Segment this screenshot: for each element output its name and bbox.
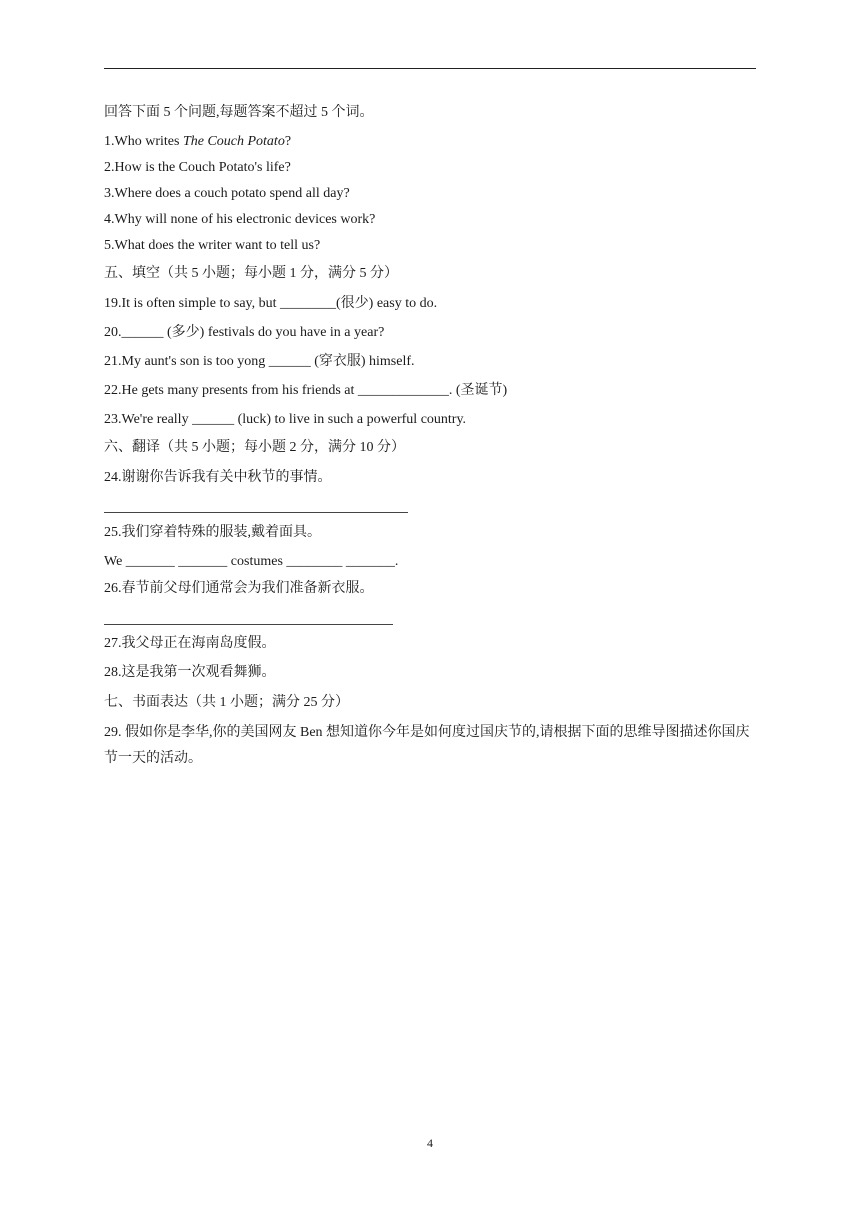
question-4: 4.Why will none of his electronic devices work? — [104, 212, 376, 227]
reading-instructions: 回答下面 5 个问题,每题答案不超过 5 个词。 — [104, 105, 374, 120]
question-5: 5.What does the writer want to tell us? — [104, 238, 321, 253]
question-22: 22.He gets many presents from his friends at _____________. (圣诞节) — [104, 383, 508, 398]
question-2: 2.How is the Couch Potato's life? — [104, 160, 291, 175]
page-number: 4 — [427, 1136, 433, 1150]
question-23: 23.We're really ______ (luck) to live in such a powerful country. — [104, 412, 467, 427]
section-6-heading: 六、翻译（共 5 小题；每小题 2 分，满分 10 分） — [104, 440, 405, 455]
question-20: 20.______ (多少) festivals do you have in a year? — [104, 325, 385, 340]
answer-line-24 — [104, 512, 408, 513]
question-1 — [104, 133, 291, 151]
section-5-heading: 五、填空（共 5 小题；每小题 1 分，满分 5 分） — [104, 266, 398, 281]
question-29: 29. 假如你是李华,你的美国网友 Ben 想知道你今年是如何度过国庆节的,请根据下面的思维导图描述你国庆节一天的活动。 — [104, 725, 750, 766]
header-rule — [104, 68, 756, 69]
question-21: 21.My aunt's son is too yong ______ (穿衣服) himself. — [104, 354, 415, 369]
question-27: 27.我父母正在海南岛度假。 — [104, 636, 276, 651]
question-28: 28.这是我第一次观看舞狮。 — [104, 665, 276, 680]
question-26: 26.春节前父母们通常会为我们准备新衣服。 — [104, 581, 374, 596]
section-7-heading: 七、书面表达（共 1 小题；满分 25 分） — [104, 695, 349, 710]
answer-line-26 — [104, 624, 393, 625]
question-1-title: The Couch Potato — [182, 134, 285, 149]
question-3: 3.Where does a couch potato spend all day? — [104, 186, 350, 201]
question-25-fill: We _______ _______ costumes ________ _______. — [104, 554, 399, 569]
question-24: 24.谢谢你告诉我有关中秋节的事情。 — [104, 470, 332, 485]
question-1-suffix: ? — [284, 134, 292, 149]
question-1-prefix: 1.Who writes — [104, 134, 183, 149]
question-25: 25.我们穿着特殊的服装,戴着面具。 — [104, 525, 321, 540]
question-19: 19.It is often simple to say, but ________(很少) easy to do. — [104, 296, 438, 311]
